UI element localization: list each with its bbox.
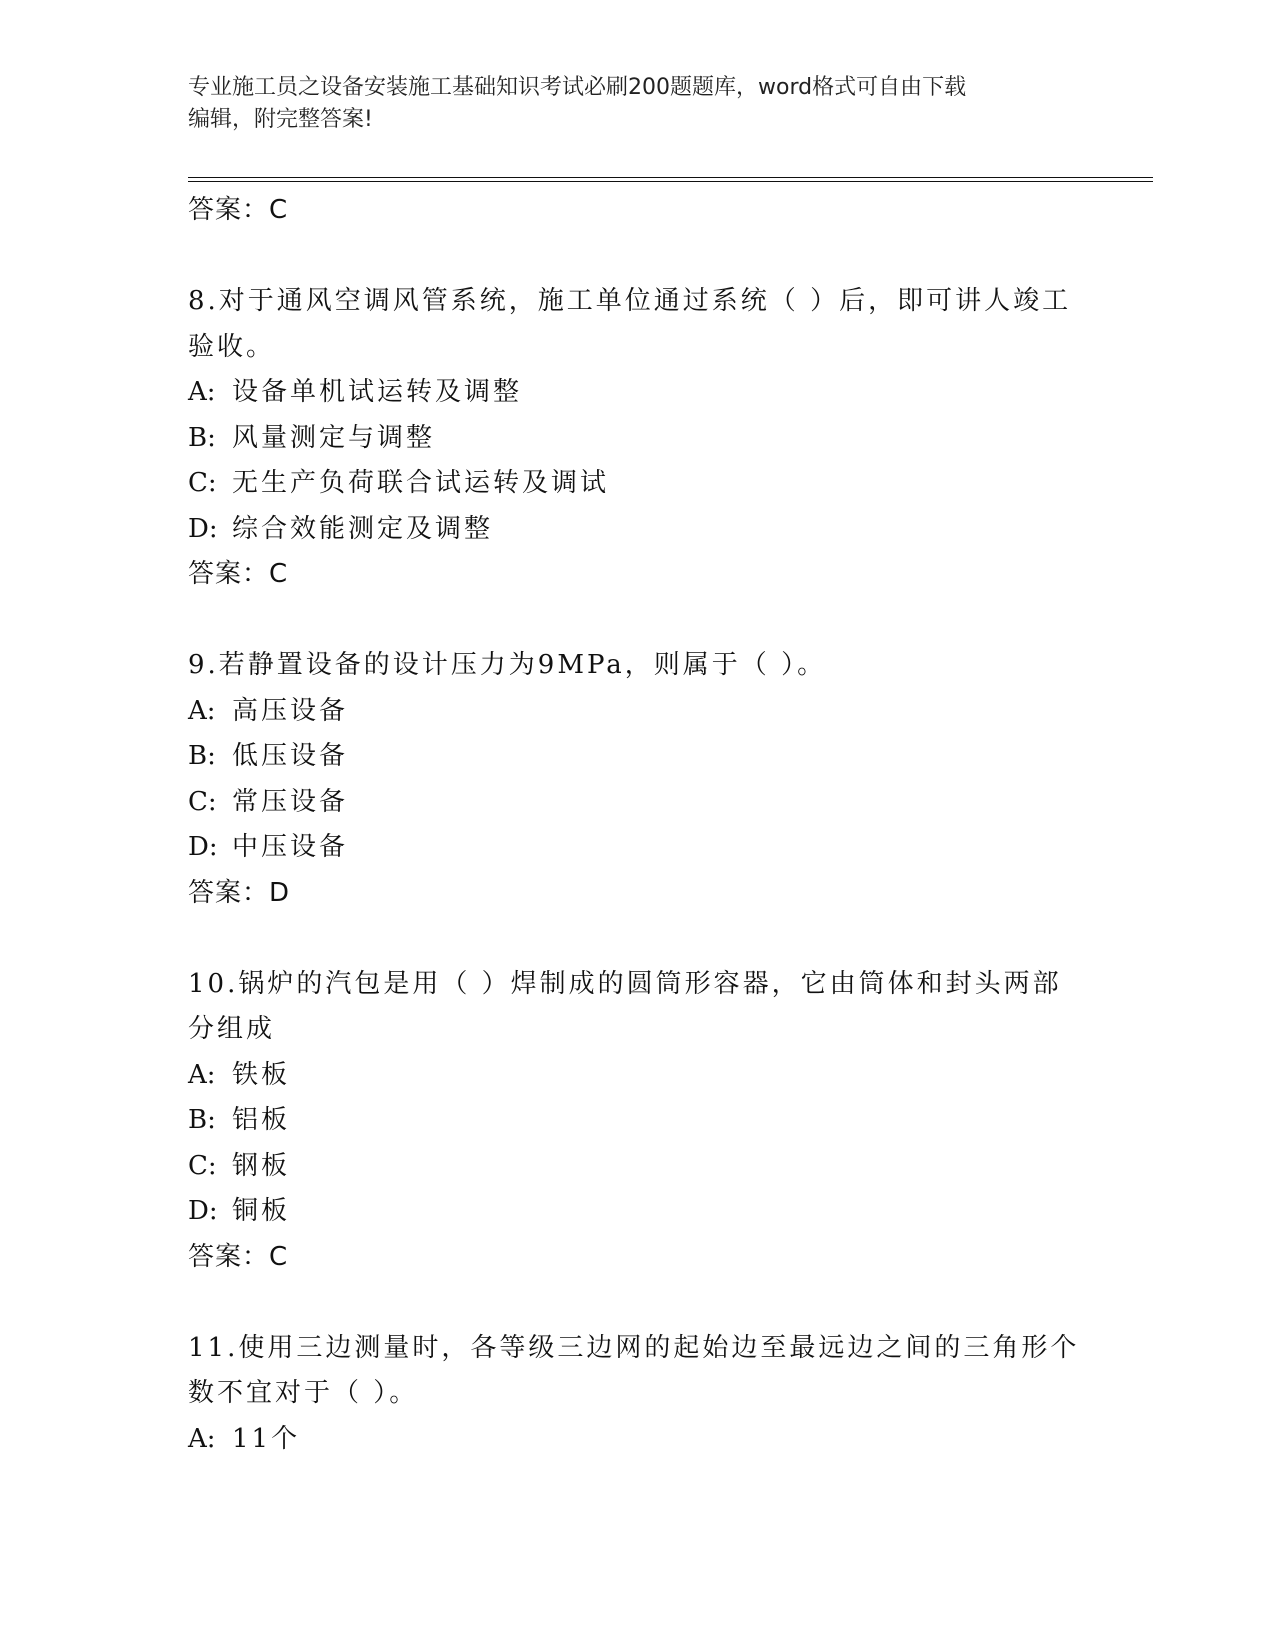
document-page	[188, 0, 1148, 1650]
header-divider	[188, 177, 1153, 182]
question-stem-line: 8.对于通风空调风管系统，施工单位通过系统（ ）后，即可讲人竣工	[188, 286, 1072, 316]
option-label: A:	[188, 377, 216, 407]
question-stem-line: 10.锅炉的汽包是用（ ）焊制成的圆筒形容器，它由筒体和封头两部	[188, 968, 1062, 999]
question-block	[188, 643, 1088, 916]
option-line	[188, 370, 1088, 416]
option-text: 综合效能测定及调整	[232, 513, 494, 544]
question-block	[188, 279, 1088, 598]
option-text: 钢板	[232, 1150, 291, 1181]
option-label: D:	[188, 513, 218, 544]
question-stem-line: 分组成	[188, 1014, 276, 1044]
spacer	[188, 916, 1088, 962]
option-line	[188, 780, 1088, 826]
option-line	[188, 416, 1088, 462]
option-line	[188, 1098, 1088, 1144]
document-header	[188, 72, 1068, 136]
option-label: B:	[188, 741, 216, 771]
question-stem-line: 9.若静置设备的设计压力为9MPa，则属于（ ）。	[188, 650, 827, 680]
question-stem-line: 验收。	[188, 331, 276, 362]
option-line	[188, 689, 1088, 735]
question-stem-line: 数不宜对于（ ）。	[188, 1378, 419, 1408]
option-label: C:	[188, 1150, 217, 1181]
spacer	[188, 598, 1088, 644]
option-line	[188, 825, 1088, 871]
option-line	[188, 461, 1088, 507]
option-text: 中压设备	[232, 832, 349, 862]
option-text: 风量测定与调整	[232, 422, 436, 453]
option-label: D:	[188, 1196, 218, 1226]
spacer	[188, 234, 1088, 280]
question-stem-line: 11.使用三边测量时，各等级三边网的起始边至最远边之间的三角形个	[188, 1332, 1080, 1363]
option-label: A:	[188, 1423, 216, 1454]
option-line	[188, 1144, 1088, 1190]
option-line	[188, 507, 1088, 553]
spacer	[188, 1280, 1088, 1326]
question-block	[188, 962, 1088, 1281]
option-line	[188, 1053, 1088, 1099]
option-text: 铝板	[232, 1105, 291, 1135]
answer-line: 答案：D	[188, 877, 291, 908]
question-block	[188, 1326, 1088, 1463]
question-list	[188, 188, 1088, 1462]
option-label: A:	[188, 695, 216, 726]
answer-line: 答案：C	[188, 559, 289, 589]
option-line	[188, 1417, 1088, 1463]
header-line-2: 编辑，附完整答案!	[188, 107, 373, 132]
option-label: D:	[188, 832, 218, 862]
option-text: 设备单机试运转及调整	[232, 377, 523, 407]
option-label: B:	[188, 422, 216, 453]
header-line-1: 专业施工员之设备安装施工基础知识考试必刷200题题库，word格式可自由下载	[188, 75, 967, 100]
answer-line: 答案：C	[188, 195, 289, 225]
option-text: 高压设备	[232, 695, 349, 726]
option-label: B:	[188, 1105, 216, 1135]
answer-line: 答案：C	[188, 1241, 289, 1272]
option-text: 铜板	[232, 1196, 291, 1226]
option-text: 铁板	[232, 1059, 291, 1090]
option-text: 低压设备	[232, 741, 349, 771]
option-label: C:	[188, 468, 217, 498]
option-line	[188, 734, 1088, 780]
option-label: C:	[188, 786, 217, 817]
option-label: A:	[188, 1059, 216, 1090]
option-text: 无生产负荷联合试运转及调试	[232, 468, 610, 498]
option-text: 常压设备	[232, 786, 349, 817]
option-line	[188, 1189, 1088, 1235]
option-text: 11个	[232, 1423, 301, 1454]
